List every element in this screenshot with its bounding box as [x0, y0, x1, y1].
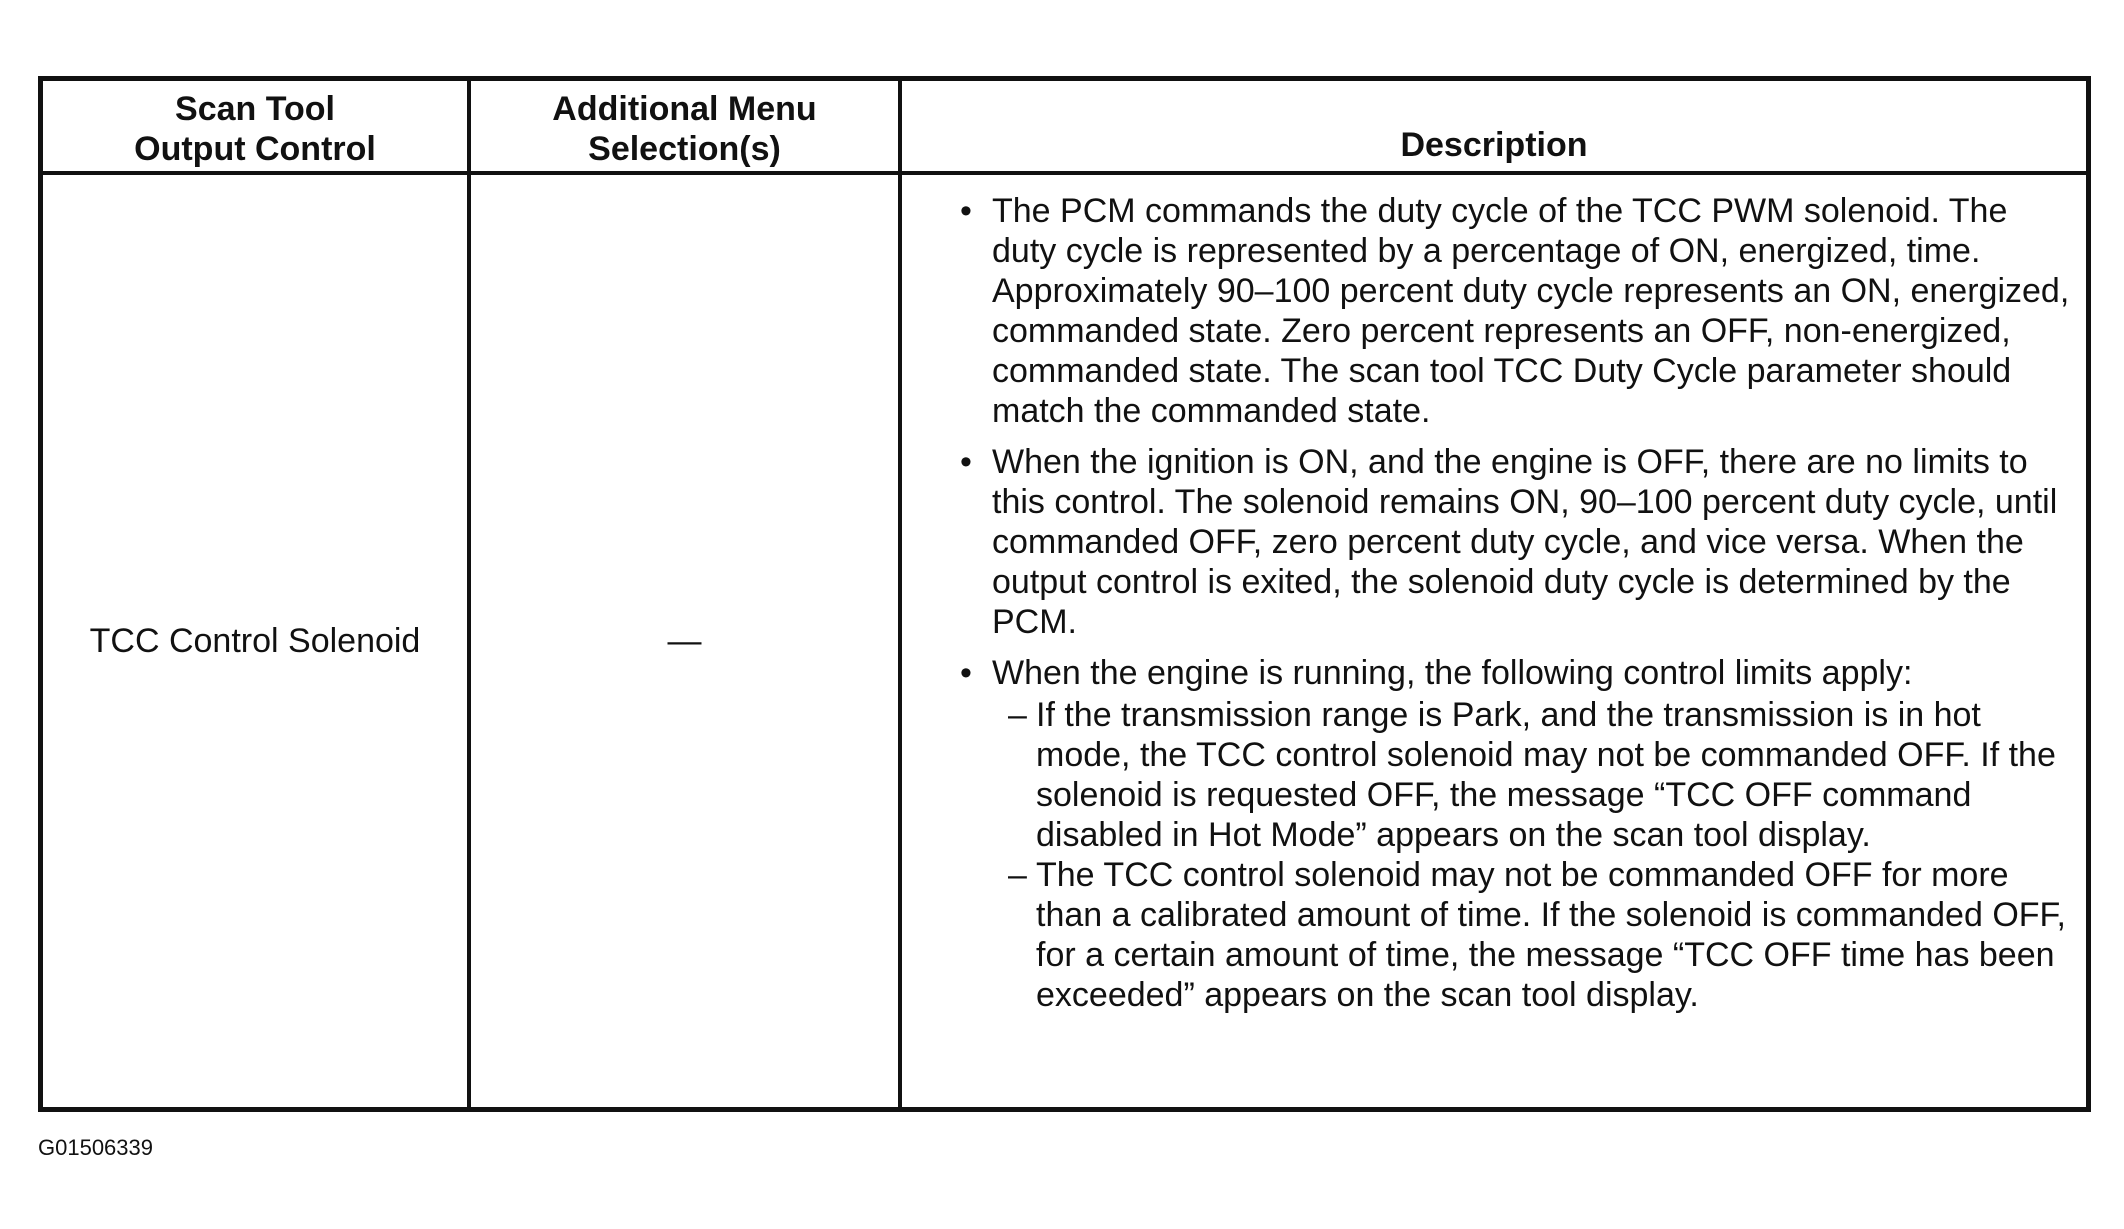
output-control-table [38, 76, 2091, 1112]
header-line: Selection(s) [588, 130, 781, 168]
description-bullet: • When the engine is running, the following control limits apply: [960, 653, 2076, 693]
header-line: Scan Tool [175, 90, 335, 128]
output-control-value: TCC Control Solenoid [89, 622, 421, 660]
header-description [902, 81, 2086, 175]
description-sub-bullet [960, 695, 2076, 855]
dash-marker: – [1008, 856, 1027, 894]
sub-bullet-text: The TCC control solenoid may not be commanded OFF for more than a calibrated amount of time. If the solenoid is commanded OFF, for a certain amount of time, the message “TCC OFF time has been exceeded” appears on the scan tool display. [1036, 856, 2066, 1014]
cell-menu-selection [471, 175, 902, 1107]
header-line: Output Control [134, 130, 376, 168]
dash-marker: – [1008, 696, 1027, 734]
description-bullet: • When the ignition is ON, and the engine is OFF, there are no limits to this control. The solenoid remains ON, 90–100 percent duty cycle, until commanded OFF, zero percent duty cycle, and vice versa. When the output control is exited, the solenoid duty cycle is determined by the PCM. [960, 442, 2076, 642]
header-line: Additional Menu [552, 90, 817, 128]
header-scan-tool-output-control [43, 81, 471, 175]
figure-id: G01506339 [38, 1135, 153, 1160]
header-line: Description [1400, 126, 1588, 164]
description-bullet: • The PCM commands the duty cycle of the TCC PWM solenoid. The duty cycle is represented by a percentage of ON, energized, time. Approximately 90–100 percent duty cycle represents an ON, energized, commanded state. Zero percent represents an OFF, non-energized, commanded state. The scan tool TCC Duty Cycle parameter should match the commanded state. [960, 191, 2076, 431]
description-sub-bullet [960, 855, 2076, 1015]
cell-output-control [43, 175, 471, 1107]
header-additional-menu-selections [471, 81, 902, 175]
cell-description [902, 175, 2086, 1107]
menu-selection-value: — [667, 622, 702, 660]
sub-bullet-text: If the transmission range is Park, and the transmission is in hot mode, the TCC control solenoid may not be commanded OFF. If the solenoid is requested OFF, the message “TCC OFF command disabled in Hot Mode” appears on the scan tool display. [1036, 696, 2056, 854]
